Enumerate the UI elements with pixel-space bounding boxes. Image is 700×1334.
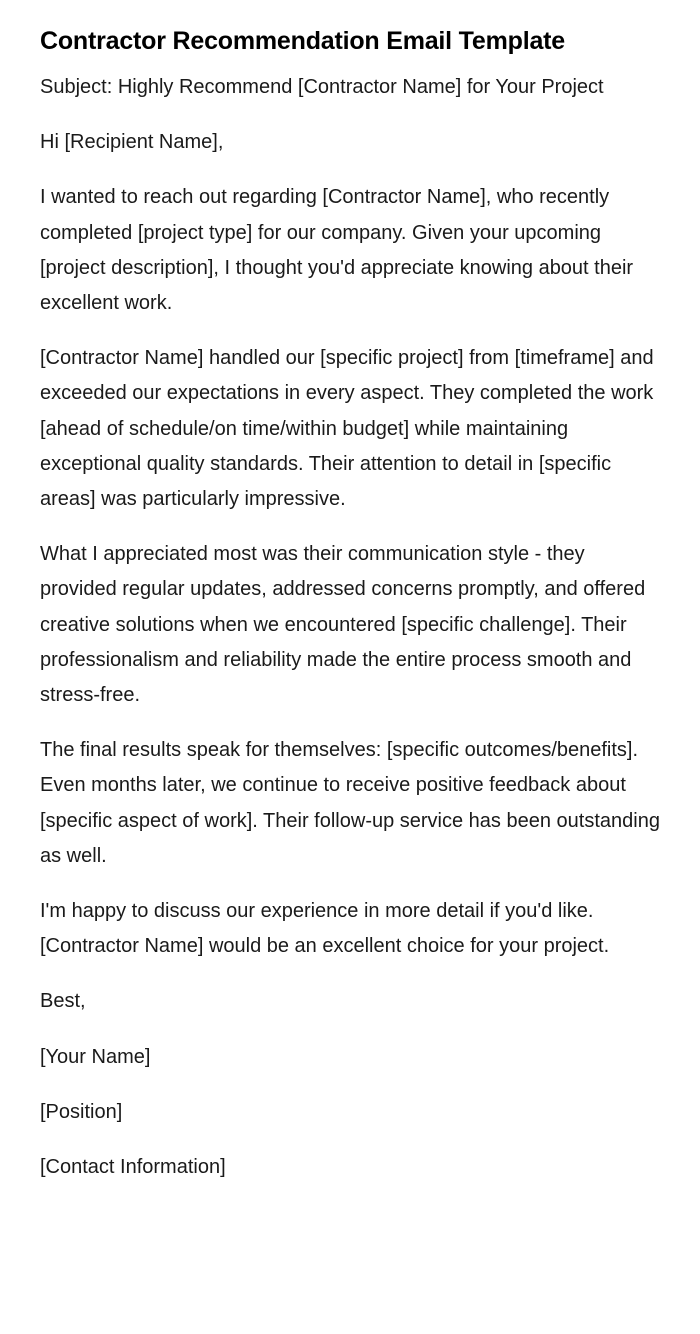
body-paragraph-5: I'm happy to discuss our experience in more detail if you'd like. [Contractor Name] would be an excellent choice for your project. xyxy=(40,900,610,958)
signature-contact: [Contact Information] xyxy=(40,1156,226,1179)
body-paragraph-4: The final results speak for themselves: [specific outcomes/benefits]. Even months later, we continue to receive positive feedback about [specific aspect of work]. Their follow-up service has been outstanding as well. xyxy=(40,739,660,867)
signature-position: [Position] xyxy=(40,1100,123,1123)
body-paragraph-1: I wanted to reach out regarding [Contractor Name], who recently completed [project type] for our company. Given your upcoming [project description], I thought you'd appreciate knowing about their excellent work. xyxy=(40,186,634,315)
email-greeting: Hi [Recipient Name], xyxy=(40,131,224,154)
email-subject: Subject: Highly Recommend [Contractor Name] for Your Project xyxy=(40,76,604,98)
document-title: Contractor Recommendation Email Template xyxy=(40,27,565,55)
email-closing: Best, xyxy=(40,990,86,1013)
body-paragraph-3: What I appreciated most was their communication style - they provided regular updates, addressed concerns promptly, and offered creative solutions when we encountered [specific challenge]. Their professionalism and reliability made the entire process smooth and stress-free. xyxy=(40,543,646,707)
body-paragraph-2: [Contractor Name] handled our [specific project] from [timeframe] and exceeded our expectations in every aspect. They completed the work [ahead of schedule/on time/within budget] while maintaining exceptional quality standards. Their attention to detail in [specific areas] was particularly impressive. xyxy=(40,347,654,511)
signature-name: [Your Name] xyxy=(40,1045,151,1068)
